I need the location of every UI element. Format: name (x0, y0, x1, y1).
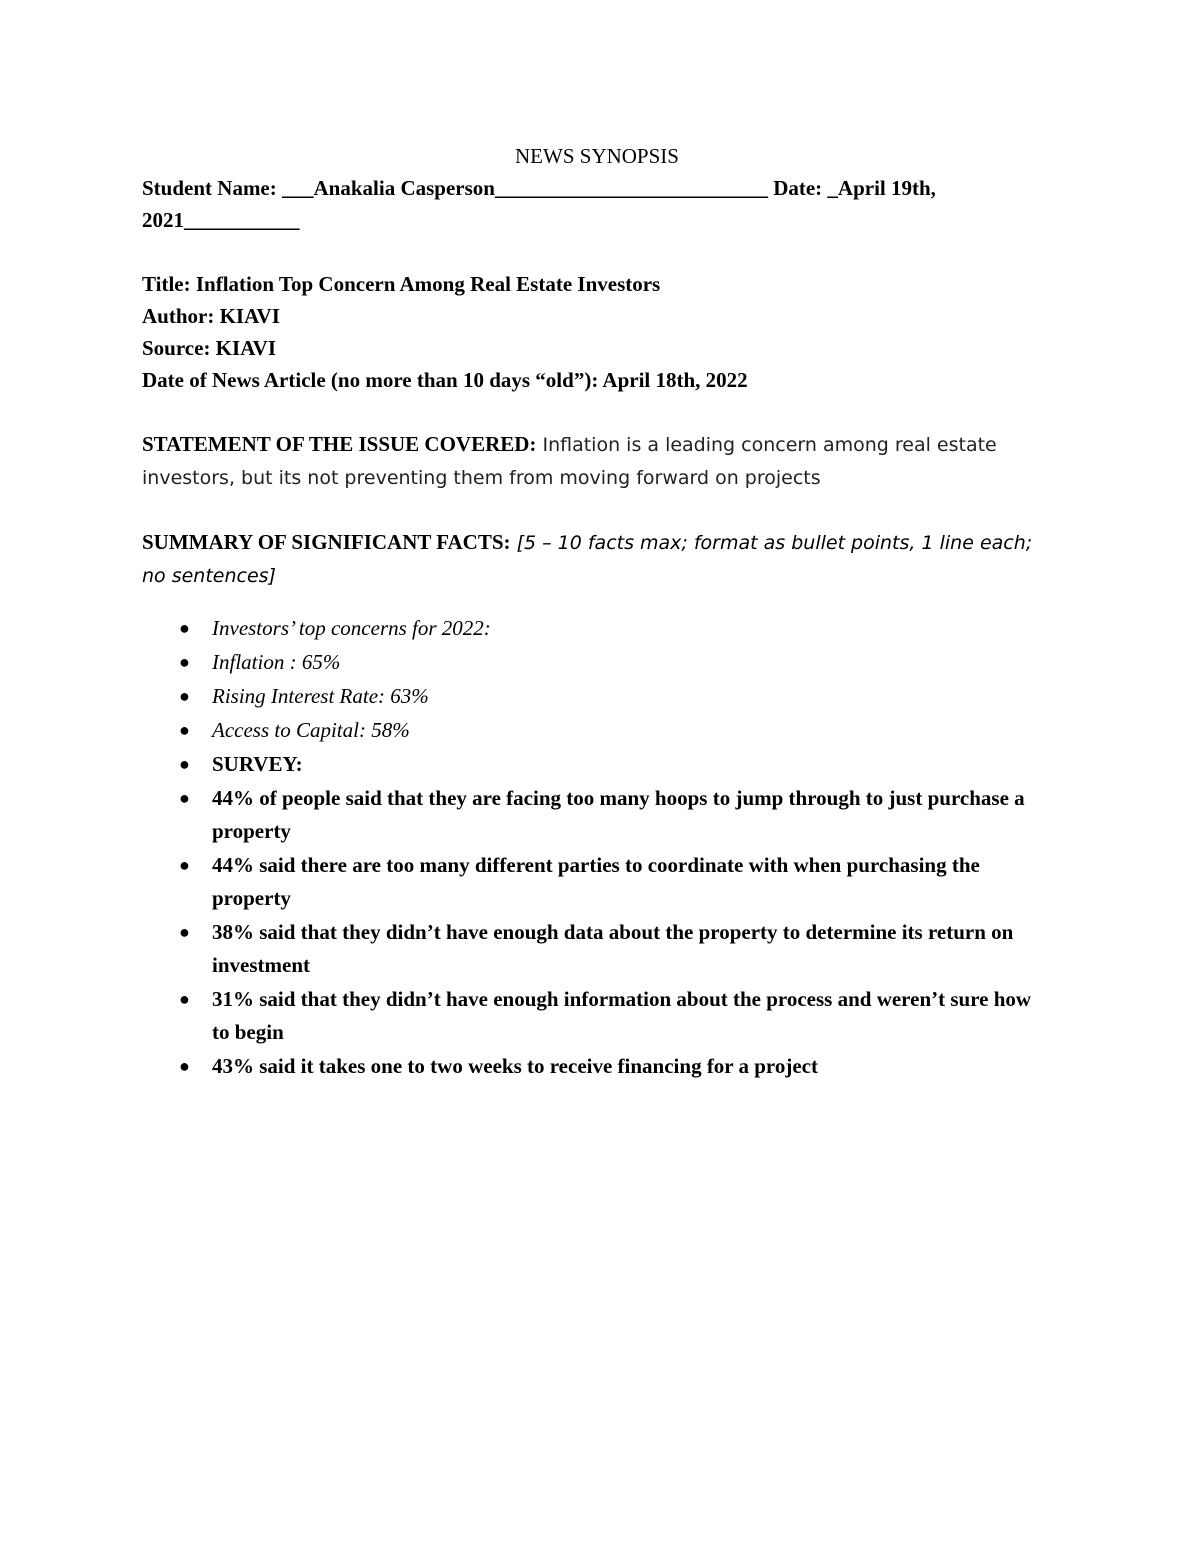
fact-text: 44% said there are too many different parties to coordinate with when purchasing the property (212, 853, 980, 910)
summary-label: SUMMARY OF SIGNIFICANT FACTS: (142, 530, 511, 554)
bullet-icon: ● (179, 652, 190, 672)
statement-label: STATEMENT OF THE ISSUE COVERED: (142, 432, 537, 456)
bullet-icon: ● (179, 788, 190, 808)
student-name-line-continued: 2021___________ (142, 208, 300, 232)
spacer (142, 236, 1052, 268)
fact-item (142, 646, 1052, 679)
fact-text: 38% said that they didn’t have enough data about the property to determine its return on investment (212, 920, 1014, 977)
bullet-icon: ● (179, 618, 190, 638)
bullet-icon: ● (179, 720, 190, 740)
article-date: Date of News Article (no more than 10 days “old”): April 18th, 2022 (142, 368, 748, 392)
bullet-icon: ● (179, 922, 190, 942)
statement-text: Inflation is a leading concern among real estate investors, but its not preventing them from moving forward on projects (142, 434, 997, 489)
spacer (142, 396, 1052, 428)
fact-item (142, 849, 1052, 915)
fact-text: SURVEY: (212, 752, 303, 776)
article-author: Author: KIAVI (142, 304, 280, 328)
article-source: Source: KIAVI (142, 336, 276, 360)
summary-instruction: [5 – 10 facts max; format as bullet points, 1 line each; no sentences] (142, 532, 1033, 587)
article-title: Title: Inflation Top Concern Among Real Estate Investors (142, 272, 661, 296)
facts-list (142, 612, 1052, 1083)
document-heading: NEWS SYNOPSIS (515, 144, 679, 168)
bullet-icon: ● (179, 989, 190, 1009)
summary-heading (142, 526, 1052, 592)
student-name-line: Student Name: ___Anakalia Casperson__________________________ Date: _April 19th, (142, 176, 936, 200)
fact-item (142, 612, 1052, 645)
fact-text: Access to Capital: 58% (212, 718, 410, 742)
bullet-icon: ● (179, 855, 190, 875)
fact-item (142, 748, 1052, 781)
fact-item (142, 714, 1052, 747)
fact-item (142, 1050, 1052, 1083)
bullet-icon: ● (179, 754, 190, 774)
spacer (142, 494, 1052, 526)
fact-item (142, 782, 1052, 848)
fact-item (142, 983, 1052, 1049)
fact-item (142, 916, 1052, 982)
bullet-icon: ● (179, 1056, 190, 1076)
document-content (142, 140, 1052, 1084)
statement-of-issue (142, 428, 1052, 494)
bullet-icon: ● (179, 686, 190, 706)
fact-item (142, 680, 1052, 713)
fact-text: 43% said it takes one to two weeks to receive financing for a project (212, 1054, 818, 1078)
fact-text: 31% said that they didn’t have enough information about the process and weren’t sure how to begin (212, 987, 1032, 1044)
fact-text: 44% of people said that they are facing too many hoops to jump through to just purchase a property (212, 786, 1025, 843)
fact-text: Rising Interest Rate: 63% (212, 684, 429, 708)
fact-text: Investors’ top concerns for 2022: (212, 616, 491, 640)
spacer (142, 592, 1052, 612)
fact-text: Inflation : 65% (212, 650, 341, 674)
